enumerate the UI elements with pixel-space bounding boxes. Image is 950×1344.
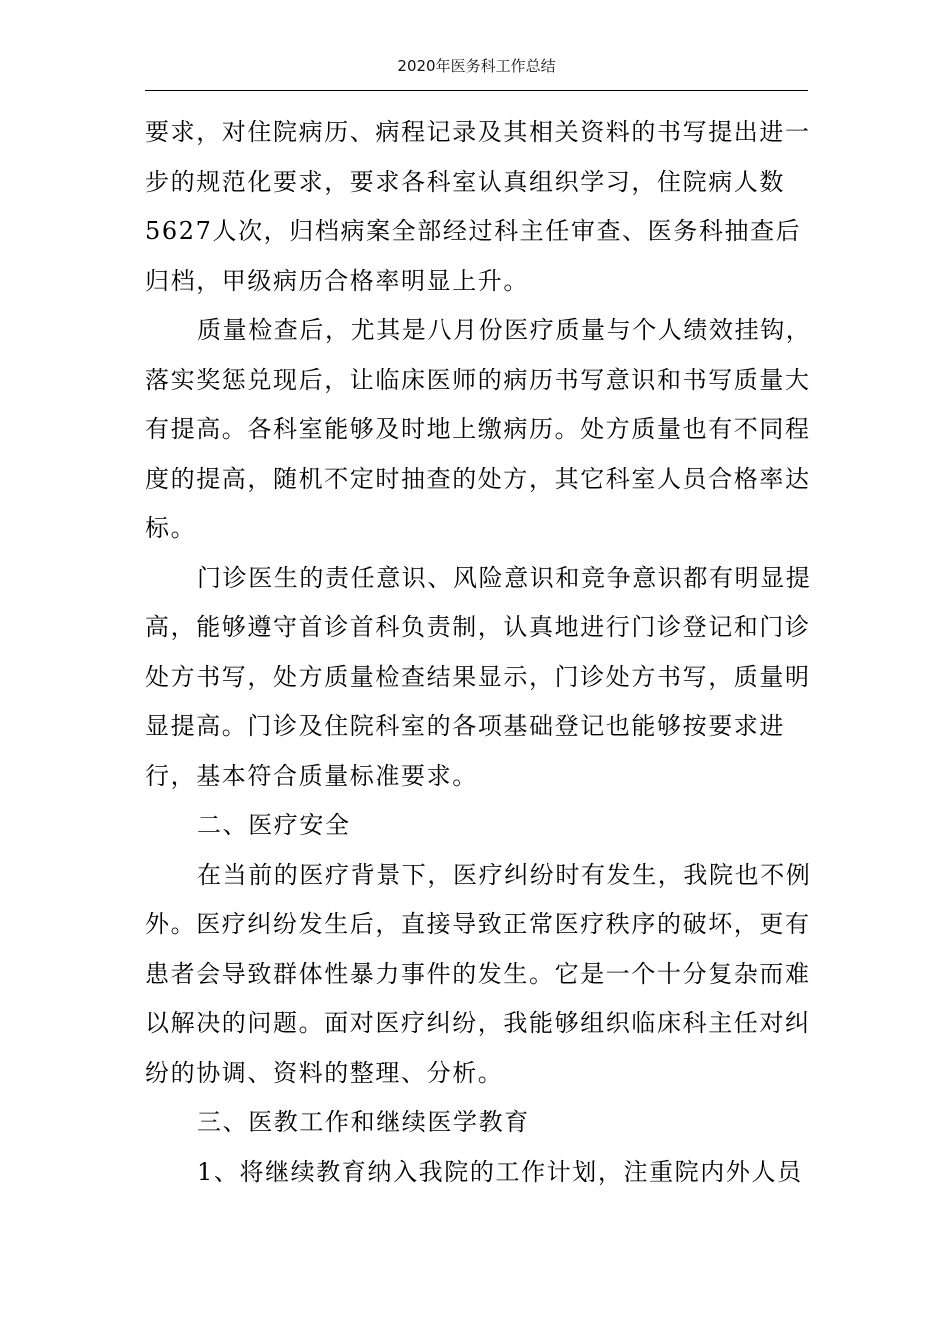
page-header-title: 2020年医务科工作总结: [397, 57, 556, 75]
section-heading-medical-safety: 二、医疗安全: [197, 811, 351, 839]
document-body: [145, 108, 825, 1197]
paragraph-quality-check: 质量检查后，尤其是八月份医疗质量与个人绩效挂钩，落实奖惩兑现后，让临床医师的病历书写意识和书写质量大有提高。各科室能够及时地上缴病历。处方质量也有不同程度的提高，随机不定时抽查的处方，其它科室人员合格率达标。: [145, 316, 812, 542]
header-divider: [145, 90, 808, 91]
paragraph-outpatient: 门诊医生的责任意识、风险意识和竞争意识都有明显提高，能够遵守首诊首科负责制，认真地进行门诊登记和门诊处方书写，处方质量检查结果显示，门诊处方书写，质量明显提高。门诊及住院科室的各项基础登记也能够按要求进行，基本符合质量标准要求。: [145, 563, 812, 790]
paragraph-medical-disputes: 在当前的医疗背景下，医疗纠纷时有发生，我院也不例外。医疗纠纷发生后，直接导致正常医疗秩序的破坏，更有患者会导致群体性暴力事件的发生。它是一个十分复杂而难以解决的问题。面对医疗纠纷，我能够组织临床科主任对纠纷的协调、资料的整理、分析。: [145, 860, 812, 1087]
section-heading-medical-education: 三、医教工作和继续医学教育: [197, 1108, 530, 1136]
paragraph-continuing-education: 1、将继续教育纳入我院的工作计划，注重院内外人员: [197, 1157, 803, 1186]
paragraph-continuation: 要求，对住院病历、病程记录及其相关资料的书写提出进一步的规范化要求，要求各科室认真组织学习，住院病人数5627人次，归档病案全部经过科主任审查、医务科抽查后归档，甲级病历合格率明显上升。: [145, 118, 811, 295]
